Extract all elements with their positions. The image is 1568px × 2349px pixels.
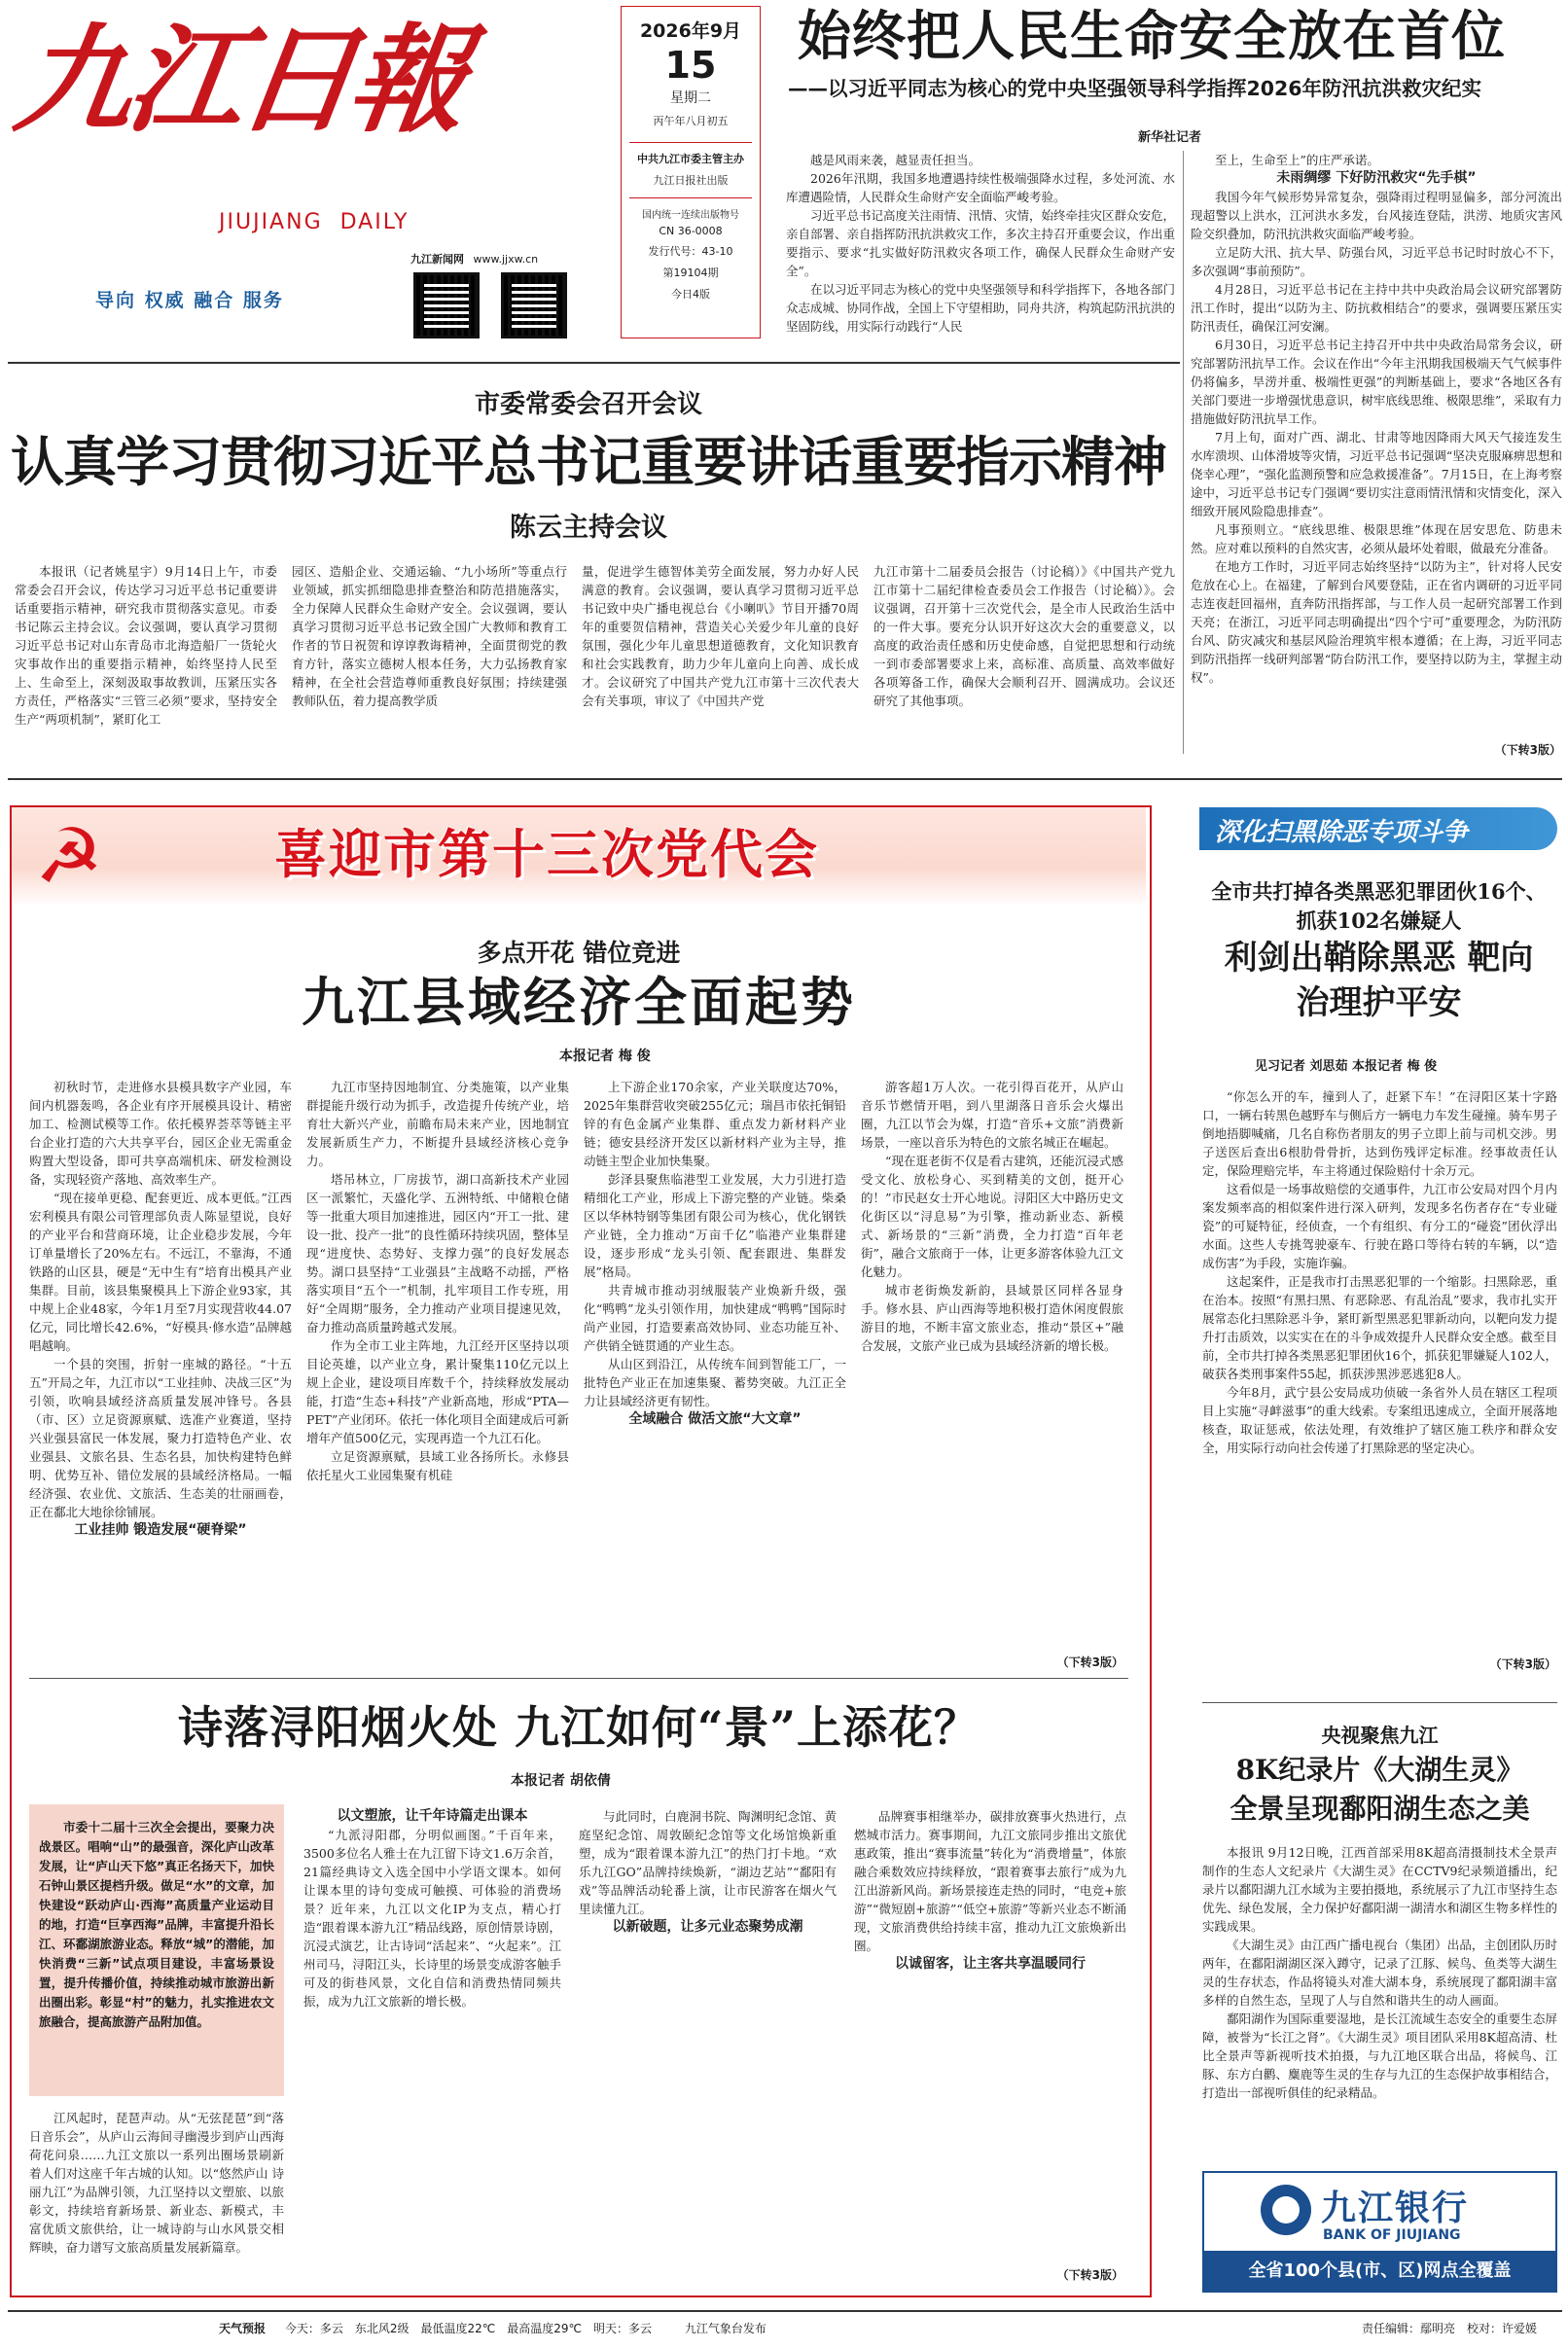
meeting-deck: 陈云主持会议: [510, 513, 667, 543]
s2-col-3: [579, 1807, 837, 2284]
s2-subhead-culture: 以文塑旅，让千年诗篇走出课本: [337, 1808, 528, 1824]
tourism-byline: 本报记者 胡依倩: [511, 1773, 611, 1789]
sweep-para: 这看似是一场事故赔偿的交通事件，九江市公安局对四个月内案发频率高的相似案件进行深入研判，发现多名伤者存在“专业碰瓷”的可疑特征，经侦查，一个有组织、有分工的“碰瓷”团伙浮出水面。这些人专挑驾驶豪车、行驶在路口等待右转的车辆，以“造成伤害”为手段，实施诈骗。: [1202, 1182, 1557, 1270]
lead-column-2: [1191, 151, 1562, 754]
s1-para: 九江市坚持因地制宜、分类施策，以产业集群提能升级行动为抓手，改造提升传统产业，培育壮大新兴产业，前瞻布局未来产业，因地制宜发展新质生产力，不断提升县域经济核心竞争力。: [306, 1080, 569, 1168]
lead-para: 凡事预则立。“底线思维、极限思维”体现在居安思危、防患未然。应对难以预料的自然灾害，必须从最坏处着眼，做最充分准备。: [1191, 522, 1562, 555]
congress-byline: 本报记者 梅 俊: [559, 1049, 651, 1064]
cctv-kicker: 央视聚焦九江: [1321, 1724, 1439, 1747]
congress-title: 九江县域经济全面起势: [302, 971, 856, 1033]
lead-para: 越是风雨来袭，越显责任担当。: [810, 153, 981, 167]
lead-subtitle: ——以习近平同志为核心的党中央坚强领导科学指挥2026年防汛抗洪救灾纪实: [788, 77, 1482, 100]
s1-para: “现在接单更稳、配套更近、成本更低。”江西宏利模具有限公司管理部负责人陈显望说，良好的产业平台和营商环境，让企业稳步发展，今年订单量增长了20%左右。不远江，不靠海，不通铁路的山区县，硬是“无中生有”培育出模具产业集群。目前，该县集聚模具上下游企业93家，其中规上企业48家，今年1月至7月实现营收44.07亿元，同比增长42.6%，“好模具·修水造”品牌越唱越响。: [29, 1191, 292, 1353]
lead-para: 习近平总书记高度关注雨情、汛情、灾情，始终牵挂灾区群众安危，亲自部署、亲自指挥防汛抗洪救灾工作，多次主持召开重要会议，作出重要指示、要求“扎实做好防汛救灾各项工作，确保人民群众生命财产安全”。: [786, 208, 1175, 278]
s1-para: 从山区到沿江，从传统车间到智能工厂，一批特色产业正在加速集聚、蓄势突破。九江正全力让县域经济更有韧性。: [584, 1357, 846, 1408]
s1-para: 塔吊林立，厂房拔节，湖口高新技术产业园区一派繁忙，天盛化学、五洲特纸、中储粮仓储等一批重大项目加速推进，园区内“开工一批、建设一批、投产一批”的良性循环持续巩固，整体呈现“进度快、态势好、支撑力强”的良好发展态势。湖口县坚持“工业强县”主战略不动摇，严格落实项目“五个一”机制，扎牢项目工作专班，用好“全周期”服务，全力推动产业项目提速见效，奋力推动高质量跨越式发展。: [306, 1172, 569, 1335]
cn-number: CN 36-0008: [659, 225, 723, 237]
masthead-title: 九江日報: [8, 12, 471, 149]
lead-para: 我国今年气候形势异常复杂，强降雨过程明显偏多，部分河流出现超警以上洪水，江河洪水多发，台风接连登陆，洪涝、地质灾害风险交织叠加，防汛抗洪救灾面临严峻考验。: [1191, 190, 1562, 241]
congress-banner: [12, 807, 1146, 907]
s1-para: 立足资源禀赋，县域工业各扬所长。永修县依托星火工业园集聚有机硅: [306, 1449, 569, 1482]
masthead: [8, 8, 539, 358]
lead-para: 至上，生命至上”的庄严承诺。: [1215, 153, 1379, 167]
cctv-title-1: 8K纪录片《大湖生灵》: [1235, 1754, 1524, 1786]
party-emblem-icon: ☭: [35, 813, 103, 901]
s1-subhead-industry: 工业挂帅 锻造发展“硬脊梁”: [74, 1522, 247, 1538]
meeting-col-1: 本报讯（记者姚星宇）9月14日上午，市委常委会召开会议，传达学习习近平总书记重要讲话重要指示精神，研究我市贯彻落实意见。市委书记陈云主持会议。会议强调，要认真学习贯彻习近平总书记对山东青岛市北海造船厂一货轮火灾事故作出的重要指示精神，始终坚持人民至上、生命至上，深刻汲取事故教训，压紧压实各方责任，严格落实“三管三必须”要求，坚持安全生产“两项机制”，紧盯化工: [15, 564, 277, 727]
s2-col-2: [303, 1807, 561, 2284]
cctv-para: 本报讯 9月12日晚，江西首部采用8K超高清摄制技术全景声制作的生态人文纪录片《大湖生灵》在CCTV9纪录频道播出，纪录片以鄱阳湖九江水域为主要拍摄地，系统展示了九江市坚持生态优先、绿色发展，全力保护好鄱阳湖一湖清水和湖区生物多样性的实践成果。: [1202, 1845, 1557, 1934]
bank-slogan: 全省100个县(市、区)网点全覆盖: [1204, 2251, 1555, 2291]
app-name-text: 九江新闻网: [410, 253, 464, 266]
app-name: [410, 251, 538, 267]
sweep-continue: （下转3版）: [1489, 1657, 1556, 1671]
cctv-title-2: 全景呈现鄱阳湖生态之美: [1229, 1793, 1530, 1825]
s1-col-4: [861, 1078, 1123, 1671]
qr-code-wechat: [501, 272, 567, 338]
lead-byline: 新华社记者: [1138, 130, 1202, 145]
lead-subhead: 未雨绸缪 下好防汛救灾“先手棋”: [1276, 170, 1477, 186]
masthead-slogan: 导向 权威 融合 服务: [95, 290, 284, 311]
s1-col-1: [29, 1078, 292, 1671]
s2-col-1: 江风起时，琵琶声动。从“无弦琵琶”到“落日音乐会”，从庐山云海间寻幽漫步到庐山西海荷花问泉……九江文旅以一系列出圈场景刷新着人们对这座千年古城的认知。以“悠然庐山 诗丽九江”为品牌引领，九江坚持以文塑旅、以旅彰文，持续培育新场景、新业态、新模式，丰富优质文旅供给，让一城诗韵与山水风景交相辉映，奋力谱写文旅高质量发展新篇章。: [29, 2111, 284, 2255]
issue-lunar: 丙午年八月初五: [653, 115, 729, 127]
footer: [19, 2320, 1556, 2343]
s2-continue: （下转3版）: [1056, 2268, 1123, 2282]
sweep-banner-text: 深化扫黑除恶专项斗争: [1215, 818, 1469, 847]
sweep-banner: [1199, 807, 1557, 850]
s1-para: 城市老街焕发新韵，县域景区同样各显身手。修水县、庐山西海等地积极打造休闲度假旅游目的地，不断丰富文旅业态，推动“景区+”融合发展，文旅产业已成为县域经济新的增长极。: [861, 1283, 1123, 1353]
weather-label: 天气预报: [219, 2322, 267, 2335]
s2-para: 品牌赛事相继举办，碳排放赛事火热进行，点燃城市活力。赛事期间，九江文旅同步推出文旅优惠政策，推出“赛事流量”转化为“消费增量”，体旅融合乘数效应持续释放，“跟着赛事去旅行”成为九江出游新风尚。新场景接连走热的同时，“电竞+旅游”“微短剧+旅游”“低空+旅游”等新兴业态不断涌现，文旅消费供给持续丰富，推动九江文旅焕新出圈。: [854, 1809, 1126, 1953]
s1-para: 彭泽县聚焦临港型工业发展，大力引进打造精细化工产业，形成上下游完整的产业链。柴桑区以华林特钢等集团有限公司为核心，优化钢铁产业链，全力推动“万亩千亿”临港产业集群建设，逐步形成“龙头引领、配套跟进、集群发展”格局。: [584, 1172, 846, 1279]
congress-banner-text: 喜迎市第十三次党代会: [274, 824, 819, 885]
lead-title: 始终把人民生命安全放在首位: [798, 5, 1507, 67]
lead-para: 6月30日，习近平总书记主持召开中共中央政治局常务会议，研究部署防汛抗旱工作。会议在作出“今年主汛期我国极端天气气候事件仍将偏多，旱涝并重、极端性更强”的判断基础上，要求“各地区各有关部门要进一步增强忧患意识，树牢底线思维、极限思维”，采取有力措施做好防汛抗旱工作。: [1191, 338, 1562, 426]
meeting-col-3: 量，促进学生德智体美劳全面发展，努力办好人民满意的教育。会议强调，要认真学习贯彻习近平总书记致中央广播电视总台《小喇叭》节目开播70周年的重要贺信精神，营造关心关爱少年儿童的良好氛围，强化少年儿童思想道德教育，文化知识教育和社会实践教育，助力少年儿童向上向善、成长成才。会议研究了中国共产党九江市第十三次代表大会有关事项，审议了《中国共产党: [582, 564, 859, 708]
lead-para: 在以习近平同志为核心的党中央坚强领导和科学指挥下，各地各部门众志成城、协同作战，全国上下守望相助，同舟共济，构筑起防汛抗洪的坚固防线，用实际行动践行“人民: [786, 282, 1175, 334]
s1-subhead-tourism: 全域融合 做活文旅“大文章”: [628, 1411, 802, 1427]
cn-label: 国内统一连续出版物号: [642, 210, 739, 221]
sweep-para: 今年8月，武宁县公安局成功侦破一条省外人员在辖区工程项目上实施“寻衅滋事”的重大线索。专案组迅速成立，全面开展落地核查，取证惩戒，依法处理，有效维护了辖区施工秩序和群众安全，用实际行动向社会传递了打黑除恶的坚定决心。: [1202, 1385, 1557, 1455]
s1-col-2: [306, 1078, 569, 1671]
bank-name-en: BANK OF JIUJIANG: [1323, 2227, 1461, 2243]
s2-subhead-innovation: 以新破题，让多元业态聚势成潮: [612, 1919, 803, 1935]
s1-continue: （下转3版）: [1056, 1655, 1123, 1669]
s1-col-3: [584, 1078, 846, 1671]
editor-credit: 责任编辑：鄢明亮 校对：许爱媛: [1361, 2322, 1537, 2335]
lead-column-1: [786, 151, 1175, 360]
sweep-title: 利剑出鞘除黑恶 靶向治理护平安: [1224, 939, 1534, 1022]
issue-number: 第19104期: [662, 267, 719, 279]
tourism-title: 诗落浔阳烟火处 九江如何“景”上添花？: [178, 1701, 980, 1754]
qr-code-app: [413, 272, 480, 338]
s1-para: 共青城市推动羽绒服装产业焕新升级，强化“鸭鸭”龙头引领作用，加快建成“鸭鸭”国际时尚产业园，打造要素高效协同、业态功能互补、产供销全链贯通的产业生态。: [584, 1283, 846, 1353]
sweep-para: “你怎么开的车，撞到人了，赶紧下车！”在浔阳区某十字路口，一辆右转黑色越野车与侧后方一辆电力车发生碰撞。骑车男子倒地捂脚喊痛，几名自称伤者朋友的男子立即上前与司机交涉。男子送医后查出6根肋骨骨折，达到伤残评定标准。经事故责任认定，保险理赔完毕，车主将通过保险赔付十余万元。: [1202, 1089, 1557, 1178]
bank-ad: [1202, 2171, 1557, 2293]
page-count: 今日4版: [671, 288, 710, 301]
bank-name: 九江银行: [1321, 2189, 1470, 2228]
lead-para: 7月上旬，面对广西、湖北、甘肃等地因降雨大风天气接连发生水库溃坝、山体滑坡等灾情，习近平总书记强调“坚决克服麻痹思想和侥幸心理”，“强化监测预警和应急救援准备”。7月15日，在上海考察途中，习近平总书记专门强调“要切实注意雨情汛情和灾情变化，深入细致开展风险隐患排查”。: [1191, 430, 1562, 518]
s1-para: 游客超1万人次。一花引得百花开，从庐山音乐节燃情开唱，到八里湖落日音乐会火爆出圈，九江以节会为媒，打造“音乐+文旅”消费新场景，一座以音乐为特色的文旅名城正在崛起。: [861, 1080, 1123, 1150]
s2-subhead-hospitality: 以诚留客，让主客共享温暖同行: [895, 1956, 1086, 1972]
publisher-main: 中共九江市委主管主办: [637, 153, 744, 165]
meeting-kicker: 市委常委会召开会议: [474, 390, 702, 419]
weather-forecast: 今天：多云 东北风2级 最低温度22℃ 最高温度29℃ 明天：多云: [284, 2322, 652, 2335]
meeting-col-2: 园区、造船企业、交通运输、“九小场所”等重点行业领域，抓实抓细隐患排查整治和防范措施落实，全力保障人民群众生命财产安全。会议强调，要认真学习贯彻习近平总书记致全国广大教师和教育工作者的节日祝贺和谆谆教诲精神，全面贯彻党的教育方针，落实立德树人根本任务，大力弘扬教育家精神，在全社会营造尊师重教良好氛围；持续建强教师队伍，着力提高教学质: [292, 564, 567, 708]
issue-box: [621, 6, 761, 338]
s1-para: “现在逛老街不仅是看古建筑，还能沉浸式感受文化、放松身心、买到精美的文创，挺开心的！”市民赵女士开心地说。浔阳区大中路历史文化街区以“浔息易”为引擎，推动新业态、新模式、新场景的“三新”消费，全力打造“百年老街”，融合文旅商于一体，让更多游客体验九江文化魅力。: [861, 1154, 1123, 1279]
lead-continue: （下转3版）: [1494, 743, 1561, 757]
site-url: www.jjxw.cn: [473, 253, 539, 266]
meeting-title: 认真学习贯彻习近平总书记重要讲话重要指示精神: [10, 430, 1166, 493]
tourism-sidebar: [29, 1804, 284, 2096]
s2-col-4: [854, 1807, 1126, 2284]
bank-logo-inner: [1272, 2196, 1300, 2224]
s2-para: “九派浔阳郡，分明似画图。”千百年来，3500多位名人雅士在九江留下诗文1.6万余首，21篇经典诗文入选全国中小学语文课本。如何让课本里的诗句变成可触摸、可体验的消费场景？近年来，九江以文化IP为支点，精心打造“跟着课本游九江”精品线路，原创情景诗剧，沉浸式演艺，让古诗词“活起来”、“火起来”。江州司马，浔阳江头，长诗里的场景变成游客触手可及的街巷风景，文化自信和消费热情同频共振，成为九江文旅新的增长极。: [303, 1828, 561, 2009]
sweep-kicker: 全市共打掉各类黑恶犯罪团伙16个、抓获102名嫌疑人: [1211, 879, 1547, 933]
s1-para: 上下游企业170余家，产业关联度达70%，2025年集群营收突破255亿元；瑞昌市依托铜铅锌的有色金属产业集群、重点发力新材料产业链；德安县经济开发区以新材料产业为主导，推动链主型企业加快集聚。: [584, 1080, 846, 1168]
meeting-col-4: 九江市第十二届委员会报告（讨论稿）》《中国共产党九江市第十二届纪律检查委员会工作报告（讨论稿）》。会议强调，召开第十三次党代会，是全市人民政治生活中的一件大事。要充分认识开好这次大会的重要意义，以高度的政治责任感和历史使命感，自觉把思想和行动统一到市委部署要求上来，高标准、高质量、高效率做好各项筹备工作，确保大会顺利召开、圆满成功。会议还研究了其他事项。: [873, 564, 1175, 708]
s1-para: 初秋时节，走进修水县模具数字产业园，车间内机器轰鸣，各企业有序开展模具设计、精密加工、检测试模等工作。依托模界荟萃等链主平台企业打造的六大共享平台，园区企业无需重金购置大型设备，即可共享高端机床、研发检测设备，实现轻资产落地、高效率生产。: [29, 1080, 292, 1187]
sweep-body: [1202, 1087, 1557, 1632]
cctv-body: [1202, 1843, 1557, 2154]
s1-para: 作为全市工业主阵地，九江经开区坚持以项目论英雄，以产业立身，累计聚集110亿元以上规上企业，建设项目库数千个，持续释放发展动能，打造“生态+科技”产业新高地，形成“PTA—PET”产业闭环。依托一体化项目全面建成后可新增年产值500亿元，实现再造一个九江石化。: [306, 1338, 569, 1445]
s2-para: 与此同时，白鹿洞书院、陶渊明纪念馆、黄庭坚纪念馆、周敦颐纪念馆等文化场馆焕新重塑，成为“跟着课本游九江”的热门打卡地。“欢乐九江GO”品牌持续焕新，“湖边艺站”“鄱阳有戏”等品牌活动轮番上演，让市民游客在烟火气里读懂九江。: [579, 1809, 837, 1916]
lead-para: 2026年汛期，我国多地遭遇持续性极端强降水过程，多处河流、水库遭遇险情，人民群众生命财产安全面临严峻考验。: [786, 171, 1175, 204]
weather-source: 九江气象台发布: [684, 2322, 766, 2335]
masthead-pinyin: JIUJIANG DAILY: [219, 210, 410, 234]
issue-weekday: 星期二: [670, 90, 711, 106]
cctv-para: 《大湖生灵》由江西广播电视台（集团）出品，主创团队历时两年，在鄱阳湖湖区深入蹲守，记录了江豚、候鸟、鱼类等大湖生灵的生存状态，作品将镜头对准大湖本身，系统展现了鄱阳湖丰富多样的自然生态，呈现了人与自然和谐共生的动人画面。: [1202, 1938, 1557, 2008]
issue-day: 15: [664, 44, 717, 87]
sweep-byline: 见习记者 刘思茹 本报记者 梅 俊: [1255, 1059, 1438, 1074]
lead-para: 立足防大汛、抗大旱、防强台风，习近平总书记时时放心不下，多次强调“事前预防”。: [1191, 245, 1562, 278]
s1-para: 一个县的突围，折射一座城的路径。“十五五”开局之年，九江市以“工业挂帅、决战三区”为引领，吹响县域经济高质量发展冲锋号。各县（市、区）立足资源禀赋、选准产业赛道，坚持兴业强县富民一体发展，聚力打造特色产业、农业强县、文旅名县、生态名县，加快构建特色鲜明、优势互补、错位发展的县域经济格局。一幅经济强、农业优、文旅活、生态美的壮丽画卷，正在鄱北大地徐徐铺展。: [29, 1357, 292, 1519]
tourism-sidebar-text: 市委十二届十三次全会提出，要聚力决战景区。唱响“山”的最强音，深化庐山改革发展，让“庐山天下悠”真正名扬天下，加快石钟山景区提档升级。做足“水”的文章，加快建设“跃动庐山·西海”高质量产业运动目的地，打造“巨享西海”品牌，丰富提升沿长江、环鄱湖旅游业态。释放“城”的潜能，加快消费“三新”试点项目建设，丰富场景设置，提升传播价值，持续推动城市旅游出新出圈出彩。彰显“村”的魅力，扎实推进农文旅融合，提高旅游产品附加值。: [39, 1820, 274, 2029]
publisher-sub: 九江日报社出版: [653, 174, 729, 187]
cctv-para: 鄱阳湖作为国际重要湿地，是长江流域生态安全的重要生态屏障，被誉为“长江之肾”。《大湖生灵》项目团队采用8K超高清、杜比全景声等新视听技术拍摄，与九江地区联合出品，将候鸟、江豚、东方白鹳、麋鹿等生灵的生存与九江的生态保护故事相结合，打造出一部视听俱佳的纪录精品。: [1202, 2011, 1557, 2100]
issue-date: 2026年9月: [639, 20, 742, 42]
congress-kicker: 多点开花 错位竞进: [477, 939, 681, 967]
sweep-para: 这起案件，正是我市打击黑恶犯罪的一个缩影。扫黑除恶，重在治本。按照“有黑扫黑、有恶除恶、有乱治乱”要求，我市扎实开展常态化扫黑除恶斗争，紧盯新型黑恶犯罪新动向，以靶向发力提升打击质效，以实实在在的斗争成效提升人民群众安全感。截至目前，全市共打掉各类黑恶犯罪团伙16个，抓获犯罪嫌疑人102人，破获各类刑事案件55起，抓获涉黑涉恶逃犯8人。: [1202, 1274, 1557, 1381]
lead-para: 在地方工作时，习近平同志始终坚持“以防为主”，针对将人民安危放在心上。在福建，了解到台风要登陆，正在省内调研的习近平同志连夜赶回福州，直奔防汛指挥部，与工作人员一起研究部署工作到天亮；在浙江，习近平同志明确提出“四个宁可”重要理念，为防汛防台风、防灾减灾和基层风险治理筑牢根本遵循；在上海，习近平同志到防汛指挥一线研判部署“防台防汛工作，要坚持以防为主，掌握主动权”。: [1191, 559, 1562, 685]
lead-para: 4月28日，习近平总书记在主持中共中央政治局会议研究部署防汛工作时，提出“以防为主、防抗救相结合”的要求，强调要压紧压实防汛责任，确保江河安澜。: [1191, 282, 1562, 334]
postal-code: 发行代号：43-10: [648, 245, 733, 258]
